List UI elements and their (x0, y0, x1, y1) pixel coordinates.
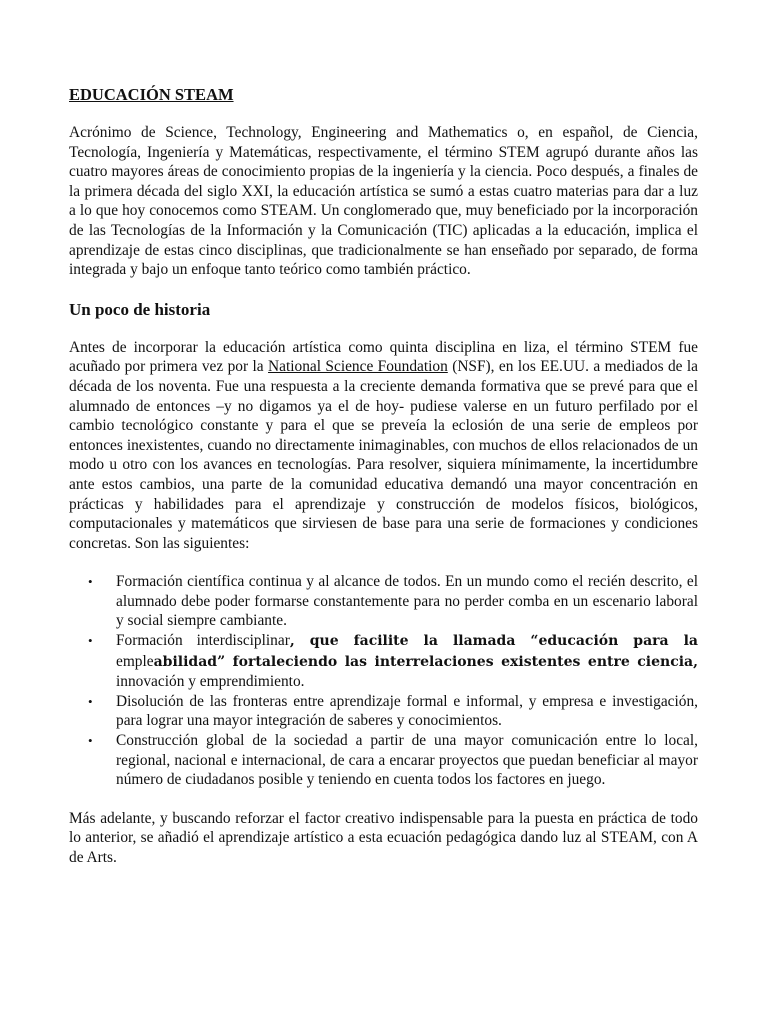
list-item (69, 572, 698, 631)
conditions-list (69, 572, 698, 790)
list-item-text: Formación científica continua y al alcance de todos. En un mundo como el recién descrito, el alumnado debe poder formarse constantemente para no perder comba en un escenario laboral y social siempre cambiante. (116, 573, 698, 630)
list-item (69, 692, 698, 731)
list-item (69, 731, 698, 790)
document-page (69, 84, 698, 868)
bullet-icon: • (88, 574, 93, 590)
history-text-after-link: (NSF), en los EE.UU. a mediados de la década de los noventa. Fue una respuesta a la creciente demanda formativa que se prevé para que el alumnado de entonces –y no digamos ya el de hoy- pudiese valerse en un futuro perfilado por el cambio tecnológico constante y para el que se preveía la eclosión de una serie de empleos por entonces inexistentes, cuando no directamente inimaginables, con muchos de ellos relacionados de un modo u otro con los avances en tecnologías. Para resolver, siquiera mínimamente, la incertidumbre ante estos cambios, una parte de la comunidad educativa demandó una mayor concentración en prácticas y habilidades para el aprendizaje y construcción de modelos físicos, biológicos, computacionales y matemáticos que sirviesen de base para una serie de formaciones y condiciones concretas. Son las siguientes: (69, 358, 698, 552)
list-item-text-part2: , que facilite la llamada “educación para la (289, 633, 698, 650)
bullet-icon: • (88, 633, 93, 649)
document-title: EDUCACIÓN STEAM (69, 85, 234, 104)
bullet-icon: • (88, 693, 93, 709)
list-item-text-part1: Formación interdisciplinar (116, 632, 290, 650)
list-item-text: Construcción global de la sociedad a partir de una mayor comunicación entre lo local, regional, nacional e internacional, de cara a encarar proyectos que puedan beneficiar al mayor número de ciudadanos posible y teniendo en cuenta todos los factores en juego. (116, 732, 698, 789)
list-item (69, 631, 698, 692)
nsf-link[interactable]: National Science Foundation (268, 358, 448, 376)
list-item-text-part4: abilidad” fortaleciendo las interrelaciones existentes entre ciencia, (153, 653, 698, 670)
list-item-text-part3: emple (116, 652, 154, 670)
list-item-text: Disolución de las fronteras entre aprendizaje formal e informal, y empresa e investigación, para lograr una mayor integración de saberes y conocimientos. (116, 692, 698, 730)
history-text-before-link: Antes de incorporar la educación artística como quinta disciplina en liza, el término STEM fue acuñado por primera vez por la (69, 338, 698, 376)
bullet-icon: • (88, 733, 93, 749)
intro-paragraph: Acrónimo de Science, Technology, Engineering and Mathematics o, en español, de Ciencia, Tecnología, Ingeniería y Matemáticas, respectivamente, el término STEM agrupó durante años las cuatro mayores áreas de conocimiento propias de la ingeniería y la ciencia. Poco después, a finales de la primera década del siglo XXI, la educación artística se sumó a estas cuatro materias para dar a luz a lo que hoy conocemos como STEAM. Un conglomerado que, muy beneficiado por la incorporación de las Tecnologías de la Información y la Comunicación (TIC) aplicadas a la educación, implica el aprendizaje de estas cinco disciplinas, que tradicionalmente se han enseñado por separado, de forma integrada y bajo un enfoque tanto teórico como también práctico. (69, 124, 698, 279)
closing-paragraph: Más adelante, y buscando reforzar el factor creativo indispensable para la puesta en práctica de todo lo anterior, se añadió el aprendizaje artístico a esta ecuación pedagógica dando luz al STEAM, con A de Arts. (69, 809, 698, 866)
list-item-text-part5: innovación y emprendimiento. (116, 673, 305, 691)
history-paragraph (69, 338, 698, 554)
section-heading: Un poco de historia (69, 299, 211, 319)
